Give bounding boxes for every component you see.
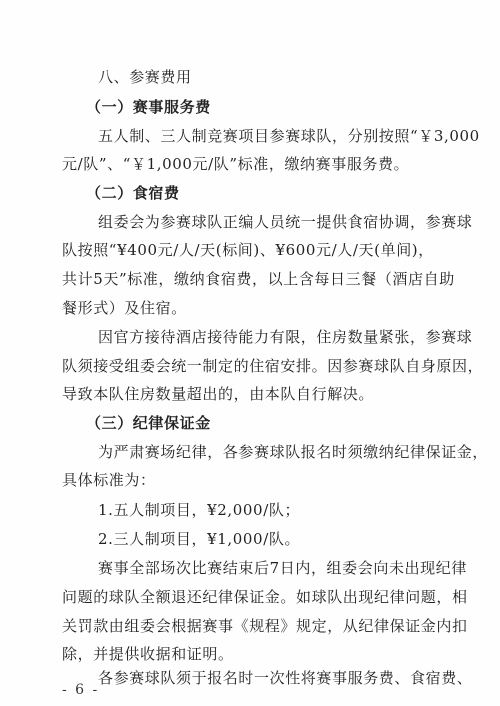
- subheading-discipline-deposit: （三）纪律保证金: [86, 414, 211, 432]
- section-heading: 八、参赛费用: [98, 68, 192, 86]
- paragraph-line: 队按照“¥400元/人/天(标间)、¥600元/人/天(单间)，: [62, 241, 434, 259]
- paragraph-line: 关罚款由组委会根据赛事《规程》规定，从纪律保证金内扣: [62, 617, 468, 635]
- paragraph-line: 队须接受组委会统一制定的住宿安排。因参赛球队自身原因，: [62, 357, 484, 375]
- paragraph-line: 除，并提供收据和证明。: [62, 645, 234, 663]
- paragraph-line: 各参赛球队须于报名时一次性将赛事服务费、食宿费、: [98, 669, 473, 687]
- paragraph-line: 问题的球队全额退还纪律保证金。如球队出现纪律问题，相: [62, 588, 468, 606]
- paragraph-line: 导致本队住房数量超出的，由本队自行解决。: [62, 385, 375, 403]
- paragraph-line: 组委会为参赛球队正编人员统一提供食宿协调，参赛球: [98, 213, 473, 231]
- paragraph-line: 因官方接待酒店接待能力有限，住房数量紧张，参赛球: [98, 328, 473, 346]
- list-item: 2.三人制项目，¥1,000/队。: [98, 530, 301, 548]
- paragraph-line: 五人制、三人制竞赛项目参赛球队，分别按照“￥3,000: [98, 127, 480, 145]
- paragraph-line: 为严肃赛场纪律，各参赛球队报名时须缴纳纪律保证金，: [98, 443, 489, 461]
- subheading-service-fee: （一）赛事服务费: [86, 98, 211, 116]
- page-number: - 6 -: [62, 682, 100, 698]
- paragraph-line: 共计5天”标准，缴纳食宿费，以上含每日三餐（酒店自助: [62, 270, 455, 288]
- paragraph-line: 元/队”、“￥1,000元/队”标准，缴纳赛事服务费。: [62, 155, 410, 173]
- paragraph-line: 赛事全部场次比赛结束后7日内，组委会向未出现纪律: [98, 559, 467, 577]
- paragraph-line: 具体标准为：: [62, 471, 156, 489]
- subheading-food-lodging: （二）食宿费: [86, 184, 180, 202]
- paragraph-line: 餐形式）及住宿。: [62, 299, 187, 317]
- list-item: 1.五人制项目，¥2,000/队；: [98, 501, 301, 519]
